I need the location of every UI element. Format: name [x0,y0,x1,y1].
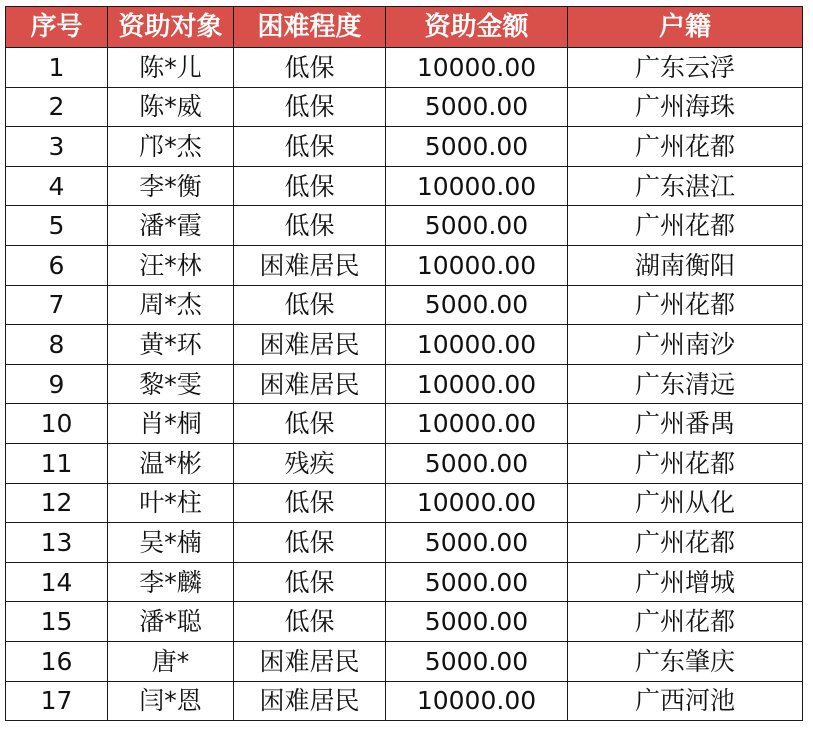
table-row [6,641,803,681]
cell-hardship-level: 低保 [234,166,386,206]
cell-household-registration: 广州花都 [568,443,803,483]
cell-household-registration: 广州花都 [568,206,803,246]
cell-recipient: 潘*霞 [108,206,234,246]
aid-recipients-table [5,6,803,721]
cell-aid-amount: 10000.00 [386,404,568,444]
cell-household-registration: 广州海珠 [568,87,803,127]
cell-hardship-level: 困难居民 [234,681,386,721]
cell-index: 4 [6,166,108,206]
cell-index: 6 [6,245,108,285]
cell-index: 9 [6,364,108,404]
table-row [6,48,803,88]
table-row [6,562,803,602]
cell-household-registration: 广州花都 [568,127,803,167]
cell-hardship-level: 低保 [234,48,386,88]
cell-recipient: 陈*儿 [108,48,234,88]
table-row [6,127,803,167]
cell-hardship-level: 低保 [234,206,386,246]
table-row [6,443,803,483]
cell-aid-amount: 5000.00 [386,602,568,642]
table-row [6,245,803,285]
cell-index: 15 [6,602,108,642]
cell-household-registration: 广州从化 [568,483,803,523]
cell-index: 11 [6,443,108,483]
header-hardship-level: 困难程度 [234,7,386,48]
cell-hardship-level: 困难居民 [234,364,386,404]
table-row [6,166,803,206]
header-aid-amount: 资助金额 [386,7,568,48]
cell-household-registration: 广东湛江 [568,166,803,206]
cell-hardship-level: 低保 [234,562,386,602]
cell-index: 10 [6,404,108,444]
cell-index: 8 [6,325,108,365]
cell-household-registration: 湖南衡阳 [568,245,803,285]
cell-index: 13 [6,523,108,563]
cell-recipient: 温*彬 [108,443,234,483]
cell-household-registration: 广州增城 [568,562,803,602]
cell-recipient: 李*麟 [108,562,234,602]
cell-index: 16 [6,641,108,681]
cell-recipient: 汪*林 [108,245,234,285]
cell-hardship-level: 困难居民 [234,325,386,365]
table-body [6,48,803,721]
cell-household-registration: 广东清远 [568,364,803,404]
table-row [6,285,803,325]
cell-aid-amount: 5000.00 [386,641,568,681]
cell-aid-amount: 10000.00 [386,245,568,285]
cell-aid-amount: 10000.00 [386,166,568,206]
cell-household-registration: 广州花都 [568,602,803,642]
cell-household-registration: 广州南沙 [568,325,803,365]
cell-household-registration: 广东云浮 [568,48,803,88]
cell-household-registration: 广西河池 [568,681,803,721]
cell-index: 5 [6,206,108,246]
table-row [6,206,803,246]
cell-aid-amount: 5000.00 [386,523,568,563]
cell-aid-amount: 5000.00 [386,562,568,602]
table-row [6,404,803,444]
cell-recipient: 潘*聪 [108,602,234,642]
cell-aid-amount: 5000.00 [386,87,568,127]
cell-hardship-level: 低保 [234,127,386,167]
cell-index: 1 [6,48,108,88]
cell-index: 17 [6,681,108,721]
cell-aid-amount: 10000.00 [386,325,568,365]
cell-household-registration: 广东肇庆 [568,641,803,681]
table-row [6,87,803,127]
cell-aid-amount: 5000.00 [386,443,568,483]
header-household-registration: 户籍 [568,7,803,48]
cell-index: 3 [6,127,108,167]
table-row [6,681,803,721]
table-row [6,325,803,365]
header-index: 序号 [6,7,108,48]
cell-recipient: 吴*楠 [108,523,234,563]
cell-recipient: 闫*恩 [108,681,234,721]
cell-index: 7 [6,285,108,325]
cell-aid-amount: 10000.00 [386,364,568,404]
cell-hardship-level: 低保 [234,602,386,642]
cell-aid-amount: 10000.00 [386,48,568,88]
cell-hardship-level: 低保 [234,285,386,325]
header-recipient: 资助对象 [108,7,234,48]
cell-hardship-level: 残疾 [234,443,386,483]
cell-aid-amount: 5000.00 [386,127,568,167]
header-row [6,7,803,48]
cell-hardship-level: 低保 [234,523,386,563]
cell-hardship-level: 低保 [234,404,386,444]
cell-recipient: 肖*桐 [108,404,234,444]
cell-aid-amount: 10000.00 [386,681,568,721]
table-row [6,602,803,642]
cell-recipient: 李*衡 [108,166,234,206]
cell-recipient: 叶*柱 [108,483,234,523]
cell-index: 14 [6,562,108,602]
table-row [6,364,803,404]
cell-index: 2 [6,87,108,127]
table-row [6,523,803,563]
cell-recipient: 黎*雯 [108,364,234,404]
cell-hardship-level: 困难居民 [234,245,386,285]
cell-household-registration: 广州番禺 [568,404,803,444]
cell-aid-amount: 5000.00 [386,285,568,325]
cell-hardship-level: 困难居民 [234,641,386,681]
cell-aid-amount: 5000.00 [386,206,568,246]
cell-household-registration: 广州花都 [568,285,803,325]
cell-index: 12 [6,483,108,523]
cell-household-registration: 广州花都 [568,523,803,563]
cell-hardship-level: 低保 [234,483,386,523]
cell-recipient: 黄*环 [108,325,234,365]
aid-table-container [5,6,803,721]
cell-aid-amount: 10000.00 [386,483,568,523]
cell-recipient: 周*杰 [108,285,234,325]
cell-hardship-level: 低保 [234,87,386,127]
cell-recipient: 唐* [108,641,234,681]
table-row [6,483,803,523]
cell-recipient: 邝*杰 [108,127,234,167]
cell-recipient: 陈*威 [108,87,234,127]
